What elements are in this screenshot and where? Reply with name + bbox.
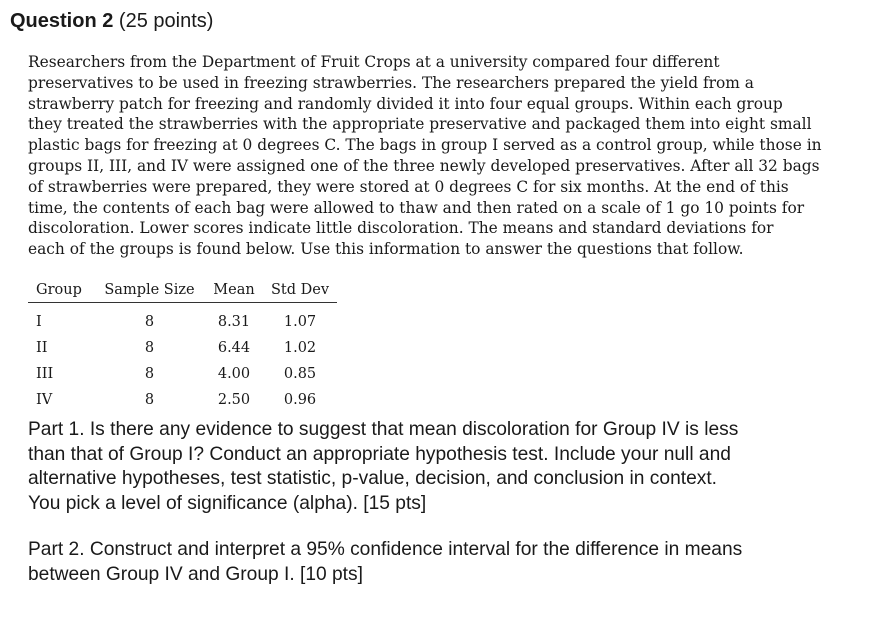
cell-group: II (36, 340, 48, 356)
part-1-line: than that of Group I? Conduct an appropriate hypothesis test. Include your null and (28, 443, 731, 465)
column-header-mean: Mean (205, 278, 263, 303)
table-row (28, 303, 337, 336)
group-statistics-table (28, 278, 337, 413)
paragraph-line: each of the groups is found below. Use this information to answer the questions that follow. (28, 240, 744, 259)
question-title: Question 2 (10, 10, 114, 32)
table-row (28, 335, 337, 361)
paragraph-line: preservatives to be used in freezing strawberries. The researchers prepared the yield from a (28, 73, 754, 92)
paragraph-line: discoloration. Lower scores indicate little discoloration. The means and standard deviations for (28, 219, 774, 238)
table-row (28, 361, 337, 387)
column-header-group: Group (28, 278, 94, 303)
cell-sample-size: 8 (144, 314, 155, 330)
part-1-line: alternative hypotheses, test statistic, p-value, decision, and conclusion in context. (28, 468, 717, 489)
question-header (10, 8, 213, 34)
part-2-line: between Group IV and Group I. [10 pts] (28, 563, 363, 585)
paragraph-line: of strawberries were prepared, they were stored at 0 degrees C for six months. At the end of this (28, 177, 789, 196)
paragraph-line: Researchers from the Department of Fruit Crops at a university compared four different (28, 53, 720, 71)
problem-description (28, 52, 868, 260)
cell-mean: 4.00 (217, 366, 251, 382)
paragraph-line: groups II, III, and IV were assigned one of the three newly developed preservatives. After all 32 bags (28, 156, 820, 175)
cell-sample-size: 8 (144, 340, 155, 356)
column-header-std-dev: Std Dev (263, 278, 337, 303)
cell-group: IV (36, 392, 53, 408)
part-1-line: Part 1. Is there any evidence to suggest that mean discoloration for Group IV is less (28, 419, 739, 440)
cell-mean: 2.50 (217, 392, 251, 408)
paragraph-line: they treated the strawberries with the appropriate preservative and packaged them into eight small (28, 115, 812, 134)
column-header-sample-size: Sample Size (94, 278, 205, 303)
cell-std-dev: 0.85 (283, 366, 317, 382)
paragraph-line: time, the contents of each bag were allowed to thaw and then rated on a scale of 1 go 10 points for (28, 198, 805, 217)
table-row (28, 387, 337, 413)
paragraph-line: strawberry patch for freezing and randomly divided it into four equal groups. Within each group (28, 94, 783, 113)
cell-mean: 8.31 (217, 314, 251, 330)
cell-std-dev: 1.07 (283, 314, 317, 330)
question-points: (25 points) (118, 10, 214, 32)
cell-std-dev: 0.96 (283, 392, 317, 408)
table-header-row (28, 278, 337, 303)
cell-sample-size: 8 (144, 366, 155, 382)
cell-std-dev: 1.02 (283, 340, 317, 356)
cell-group: III (36, 366, 54, 382)
cell-sample-size: 8 (144, 392, 155, 408)
part-2-line: Part 2. Construct and interpret a 95% confidence interval for the difference in means (28, 539, 743, 560)
part-2-prompt (28, 538, 868, 587)
cell-mean: 6.44 (217, 340, 251, 356)
part-1-prompt (28, 418, 868, 516)
paragraph-line: plastic bags for freezing at 0 degrees C. The bags in group I served as a control group, while those in (28, 136, 822, 155)
part-1-line: You pick a level of significance (alpha). [15 pts] (28, 492, 427, 514)
cell-group: I (36, 314, 42, 330)
